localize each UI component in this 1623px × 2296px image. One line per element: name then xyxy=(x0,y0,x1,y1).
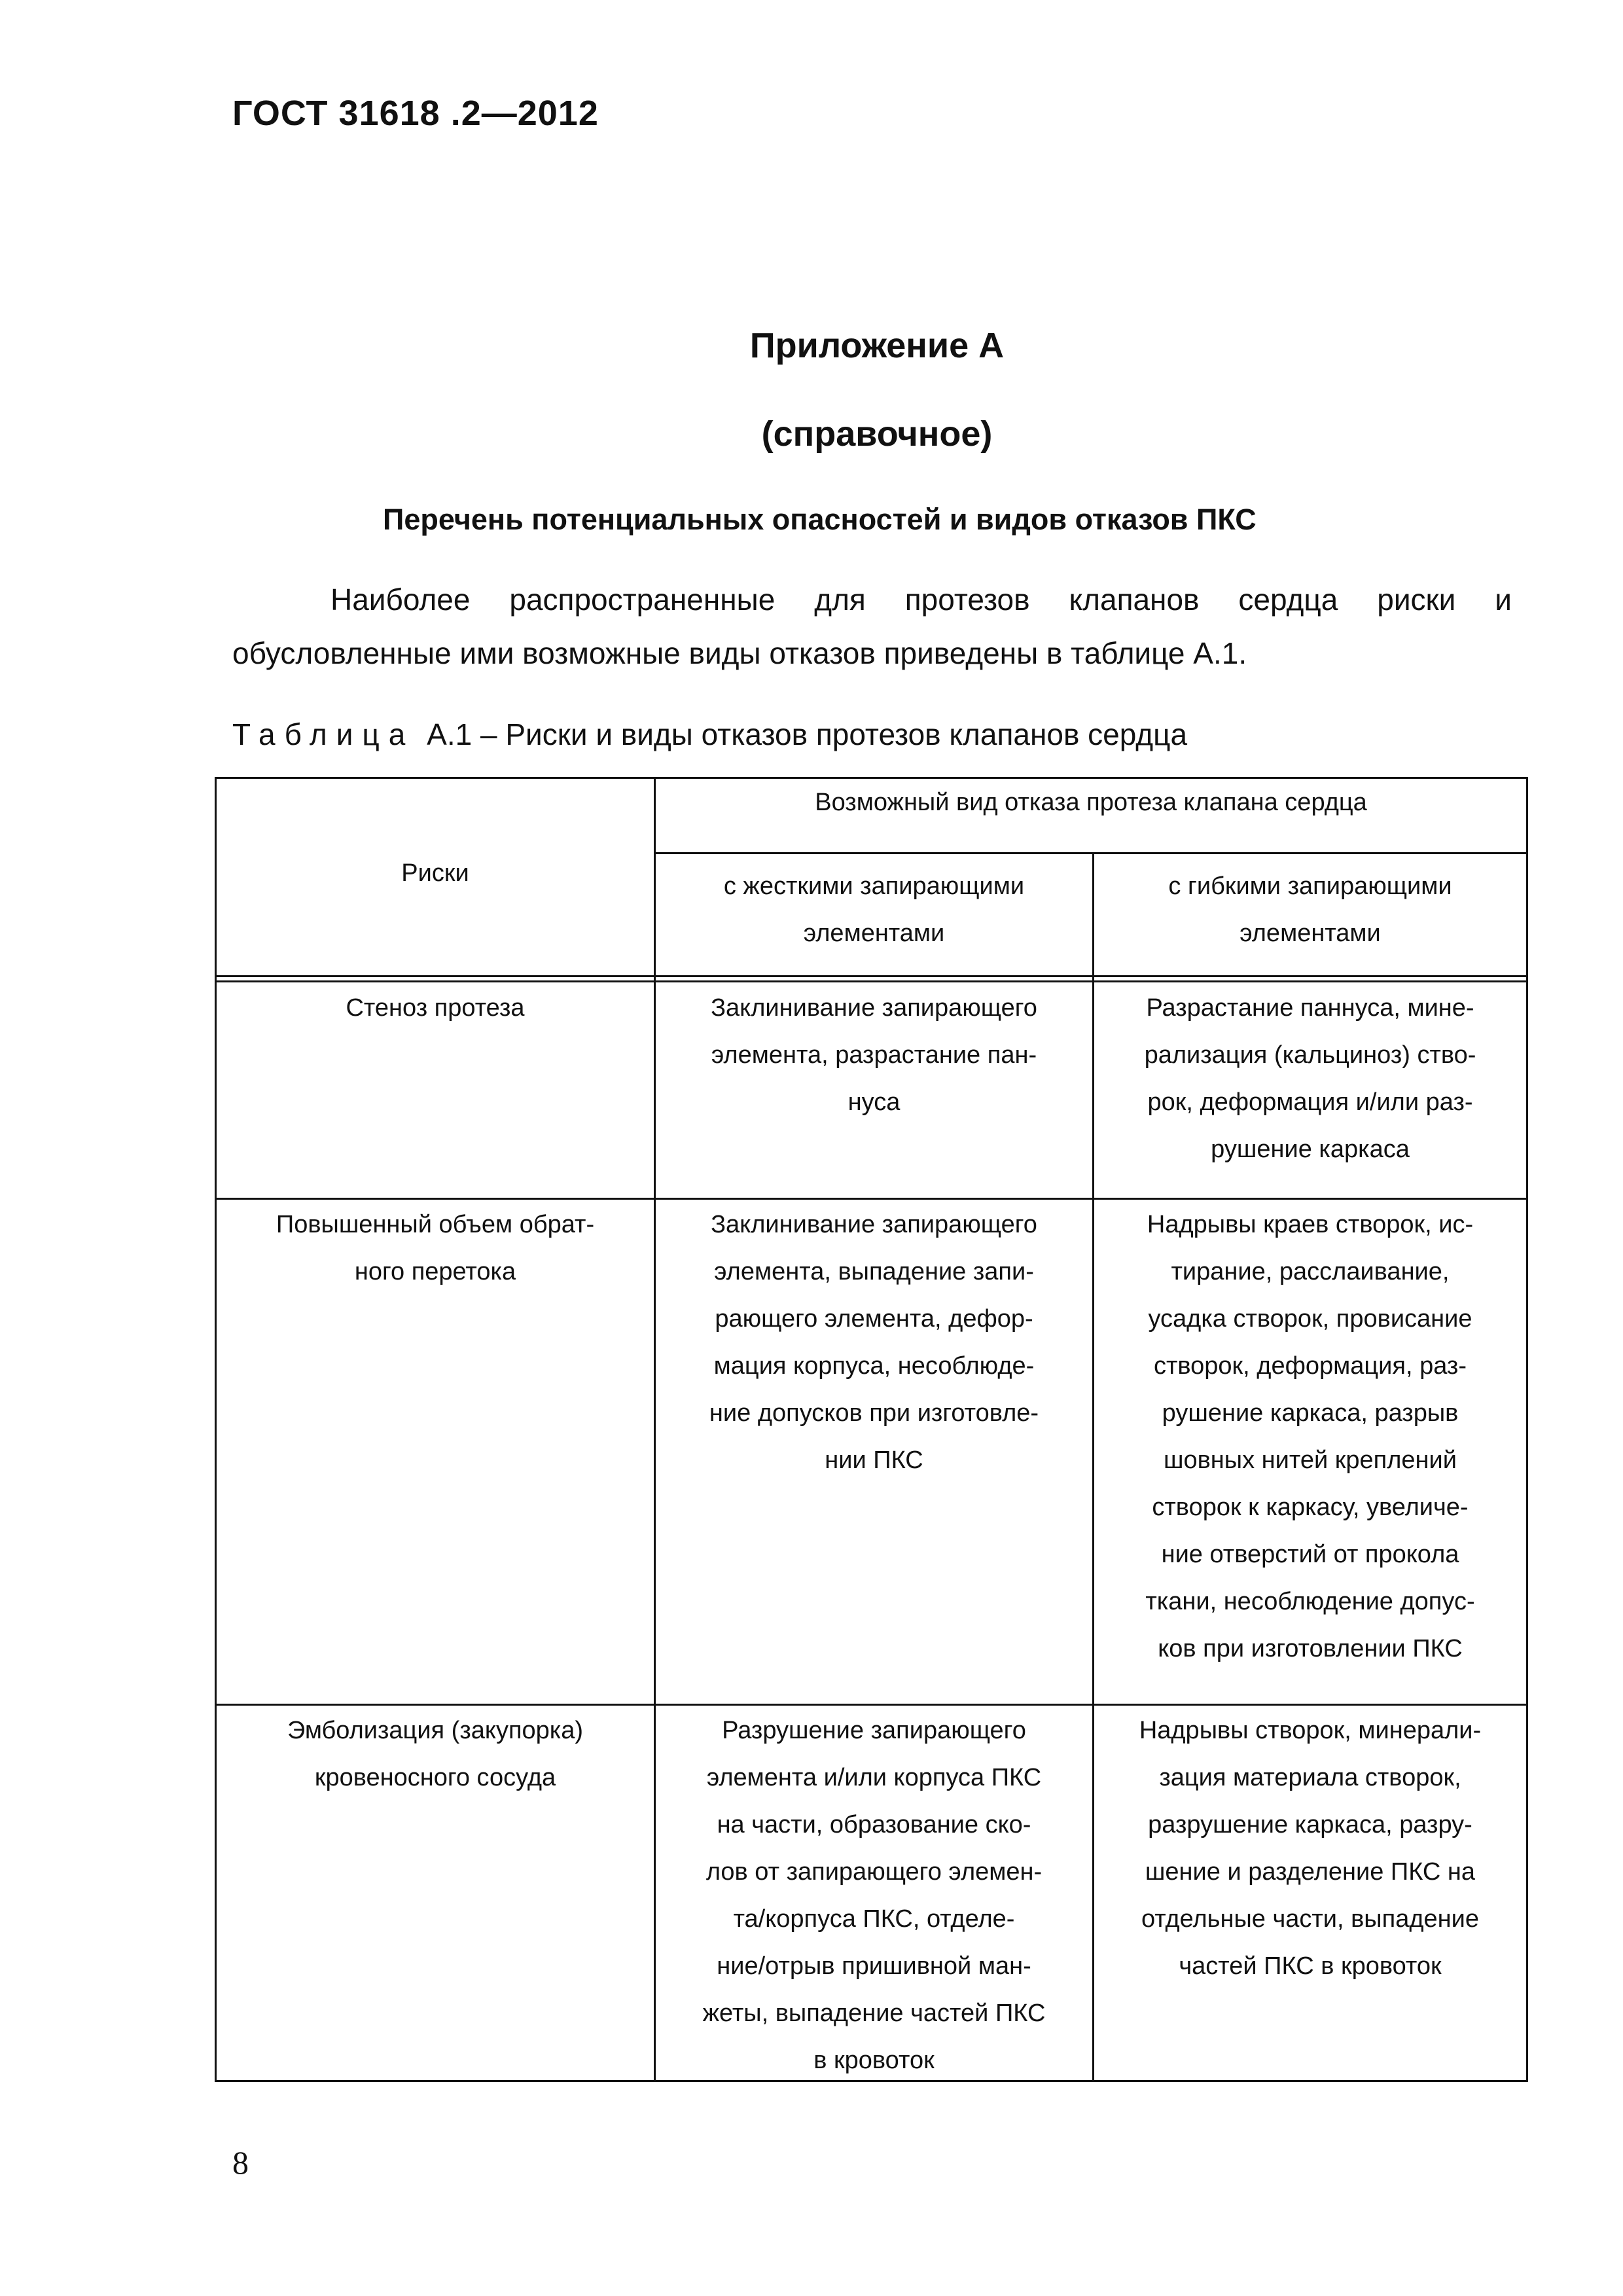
cell-line: элементами xyxy=(1240,920,1381,947)
cell-line: частей ПКС в кровоток xyxy=(1179,1952,1442,1980)
cell-line: рающего элемента, дефор- xyxy=(715,1305,1033,1333)
cell-line: кровеносного сосуда xyxy=(314,1764,556,1791)
page-number: 8 xyxy=(232,2144,249,2181)
header-risks: Риски xyxy=(401,859,469,887)
cell-line: Стеноз протеза xyxy=(346,994,525,1022)
row-3-rigid xyxy=(656,1707,1092,2084)
cell-line: усадка створок, провисание xyxy=(1148,1305,1472,1333)
cell-line: рушение каркаса, разрыв xyxy=(1162,1399,1459,1427)
row-divider xyxy=(217,1704,1526,1706)
intro-word: риски xyxy=(1377,583,1456,617)
cell-line: шение и разделение ПКС на xyxy=(1145,1858,1476,1886)
cell-line: отдельные части, выпадение xyxy=(1141,1905,1479,1933)
cell-line: створок, деформация, раз- xyxy=(1153,1352,1467,1380)
cell-line: Разрастание паннуса, мине- xyxy=(1146,994,1474,1022)
cell-line: Эмболизация (закупорка) xyxy=(287,1717,584,1744)
risks-table xyxy=(215,777,1528,2082)
cell-line: с жесткими запирающими xyxy=(723,872,1025,900)
cell-line: шовных нитей креплений xyxy=(1164,1446,1457,1474)
row-2-rigid xyxy=(656,1201,1092,1484)
cell-line: ков при изготовлении ПКС xyxy=(1158,1635,1463,1662)
intro-word: распространенные xyxy=(509,583,776,617)
intro-word: и xyxy=(1495,583,1512,617)
row-2-risk xyxy=(217,1201,654,1295)
table-caption-text: А.1 – Риски и виды отказов протезов клапанов сердца xyxy=(427,717,1188,751)
cell-line: ткани, несоблюдение допус- xyxy=(1145,1588,1475,1615)
row-1-flexible xyxy=(1094,984,1526,1173)
cell-line: жеты, выпадение частей ПКС xyxy=(702,2000,1046,2027)
row-divider xyxy=(654,852,1526,854)
cell-line: разрушение каркаса, разру- xyxy=(1148,1811,1472,1839)
intro-word: клапанов xyxy=(1069,583,1200,617)
header-divider xyxy=(217,980,1526,982)
header-rigid xyxy=(656,863,1092,957)
cell-line: на части, образование ско- xyxy=(717,1811,1031,1839)
cell-line: лов от запирающего элемен- xyxy=(705,1858,1043,1886)
cell-line: Заклинивание запирающего xyxy=(711,994,1037,1022)
cell-line: рок, деформация и/или раз- xyxy=(1147,1088,1473,1116)
intro-word: протезов xyxy=(904,583,1030,617)
cell-line: Надрывы створок, минерали- xyxy=(1139,1717,1482,1744)
cell-line: нуса xyxy=(847,1088,901,1116)
cell-line: тирание, расслаивание, xyxy=(1171,1258,1450,1285)
cell-line: створок к каркасу, увеличе- xyxy=(1152,1494,1469,1521)
intro-word: Наиболее xyxy=(330,583,471,617)
row-1-risk xyxy=(217,984,654,1031)
cell-line: Заклинивание запирающего xyxy=(711,1211,1037,1238)
cell-line: ние допусков при изготовле- xyxy=(709,1399,1039,1427)
cell-line: зация материала створок, xyxy=(1159,1764,1461,1791)
cell-line: с гибкими запирающими xyxy=(1168,872,1452,900)
annex-title: Приложение А xyxy=(749,326,1005,365)
cell-line: ние/отрыв пришивной ман- xyxy=(717,1952,1031,1980)
cell-line: рушение каркаса xyxy=(1211,1136,1410,1163)
intro-line-2: обусловленные ими возможные виды отказов приведены в таблице А.1. xyxy=(232,636,1247,670)
header-flexible xyxy=(1094,863,1526,957)
table-caption xyxy=(232,717,1187,752)
annex-kind: (справочное) xyxy=(761,414,993,454)
header-divider xyxy=(217,975,1526,977)
intro-paragraph xyxy=(232,573,1512,680)
cell-line: ного перетока xyxy=(354,1258,516,1285)
cell-line: та/корпуса ПКС, отделе- xyxy=(733,1905,1015,1933)
intro-word: сердца xyxy=(1238,583,1338,617)
cell-line: элемента и/или корпуса ПКС xyxy=(706,1764,1042,1791)
cell-line: ние отверстий от прокола xyxy=(1161,1541,1459,1568)
cell-line: элемента, выпадение запи- xyxy=(714,1258,1034,1285)
row-1-rigid xyxy=(656,984,1092,1126)
cell-line: рализация (кальциноз) ство- xyxy=(1144,1041,1476,1069)
row-3-flexible xyxy=(1094,1707,1526,1990)
cell-line: нии ПКС xyxy=(825,1446,923,1474)
header-failure-group: Возможный вид отказа протеза клапана сердца xyxy=(815,789,1367,816)
table-caption-label: Таблица xyxy=(232,717,415,751)
cell-line: мация корпуса, несоблюде- xyxy=(713,1352,1035,1380)
section-title: Перечень потенциальных опасностей и видов отказов ПКС xyxy=(383,503,1257,536)
cell-line: Надрывы краев створок, ис- xyxy=(1147,1211,1474,1238)
intro-line-1 xyxy=(232,573,1512,626)
row-divider xyxy=(217,1198,1526,1200)
cell-line: элементами xyxy=(803,920,945,947)
cell-line: в кровоток xyxy=(813,2047,935,2074)
cell-line: Повышенный объем обрат- xyxy=(276,1211,595,1238)
row-2-flexible xyxy=(1094,1201,1526,1672)
cell-line: элемента, разрастание пан- xyxy=(711,1041,1037,1069)
row-3-risk xyxy=(217,1707,654,1801)
cell-line: Разрушение запирающего xyxy=(722,1717,1026,1744)
intro-word: для xyxy=(814,583,866,617)
document-code: ГОСТ 31618 .2—2012 xyxy=(232,94,599,133)
